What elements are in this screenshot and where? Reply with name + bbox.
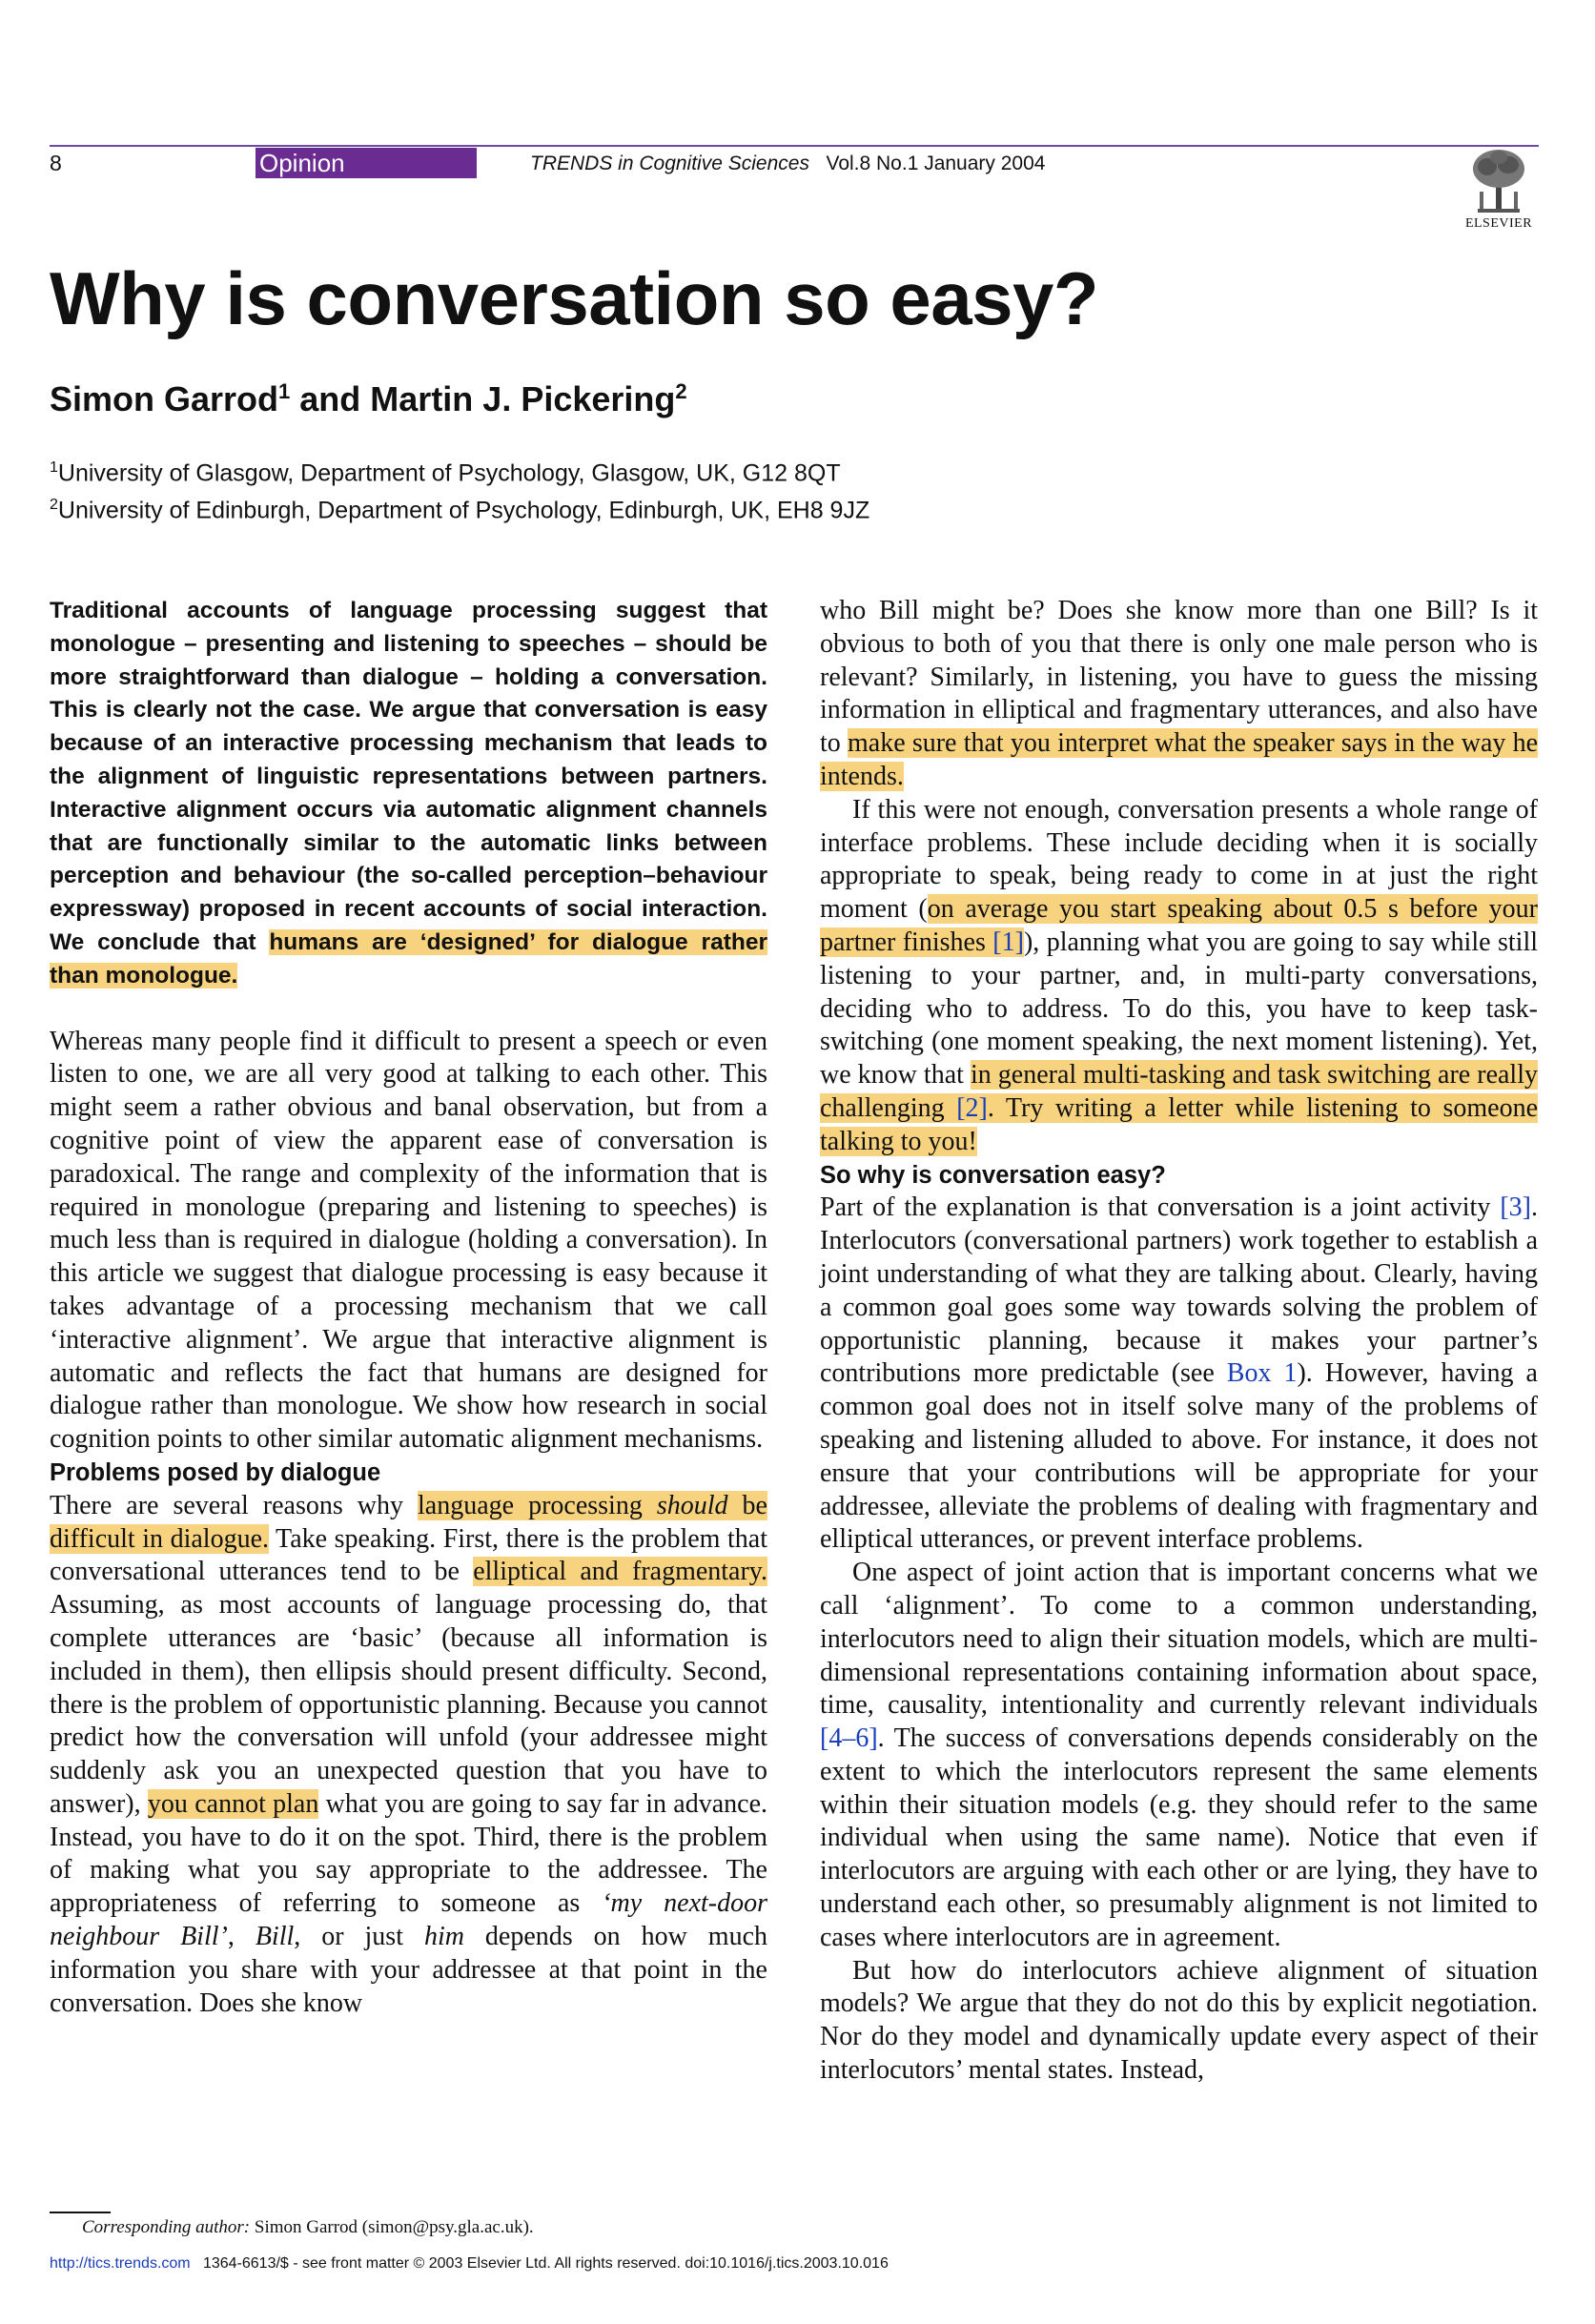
- abstract: Traditional accounts of language processing suggest that monologue – presenting and listening to speeches – should be more straightforward than dialogue – holding a conversation. This is clearly not the case. We argue that conversation is easy because of an interactive processing mechanism that leads to the alignment of linguistic representations between partners. Interactive alignment occurs via automatic alignment channels that are functionally similar to the automatic links between perception and behaviour (the so-called perception–behaviour expressway) proposed in recent accounts of social interaction. We conclude that humans are ‘designed’ for dialogue rather than monologue.: [50, 598, 767, 989]
- highlight: on average you start speaking about 0.5 s before your partner finishes [1]: [820, 894, 1538, 957]
- author-2: Martin J. Pickering: [370, 379, 676, 418]
- author-1: Simon Garrod: [50, 379, 279, 418]
- left-column: [50, 595, 767, 2020]
- citation-link[interactable]: [3]: [1500, 1193, 1531, 1223]
- problems-paragraph: There are several reasons why language processing should be difficult in dialogue. Take speaking. First, there is the problem that conversational utterances tend to be elliptical and fragmentary. Assuming, as most accounts of language processing do, that complete utterances are ‘basic’ (because all information is included in them), then ellipsis should present difficulty. Second, there is the problem of opportunistic planning. Because you cannot predict how the conversation will unfold (your addressee might suddenly ask you an unexpected question that you have to answer), you cannot plan what you are going to say far in advance. Instead, you have to do it on the spot. Third, there is the problem of making what you say appropriate to the addressee. The appropriateness of referring to someone as ‘my next-door neighbour Bill’, Bill, or just him depends on how much information you share with your addressee at that point in the conversation. Does she know: [50, 1490, 768, 2018]
- page-footer: [50, 2255, 889, 2273]
- highlight: elliptical and fragmentary.: [473, 1557, 767, 1587]
- right-column: [820, 595, 1538, 2088]
- header-rule: [50, 145, 1539, 147]
- logo-text: ELSEVIER: [1464, 216, 1533, 231]
- highlight: language processing should be difficult in dialogue.: [50, 1490, 767, 1554]
- footer-url-link[interactable]: http://tics.trends.com: [50, 2255, 191, 2272]
- why-easy-paragraph-2: One aspect of joint action that is important concerns what we call ‘alignment’. To come to a common understanding, interlocutors need to align their situation models, which are multi-dimensional representations containing information about space, time, causality, intentionality and currently relevant individuals [4–6]. The success of conversations depends considerably on the extent to which the interlocutors represent the same elements within their situation models (e.g. they should refer to the same individual when using the same name). Notice that even if interlocutors are arguing with each other or are lying, they have to understand each other, so presumably alignment is not limited to cases where interlocutors are in agreement.: [820, 1558, 1538, 1952]
- citation-link[interactable]: [2]: [956, 1092, 988, 1123]
- journal-issue: Vol.8 No.1 January 2004: [826, 153, 1046, 174]
- highlight: humans are ‘designed’ for dialogue rather than monologue.: [50, 928, 767, 989]
- section-tag: Opinion: [256, 148, 477, 178]
- elsevier-logo: [1459, 148, 1539, 239]
- footnote: Corresponding author: Simon Garrod (simon@psy.gla.ac.uk).: [82, 2217, 534, 2237]
- affiliations: [50, 452, 869, 527]
- tree-icon: [1470, 148, 1527, 214]
- box-link[interactable]: Box 1: [1226, 1358, 1298, 1389]
- citation-link[interactable]: [1]: [992, 927, 1024, 957]
- right-paragraph-2: If this were not enough, conversation presents a whole range of interface problems. These include deciding when it is socially appropriate to speak, being ready to come in at just the right moment (on average you start speaking about 0.5 s before your partner finishes [1]), planning what you are going to say while still listening to your partner, and, in multi-party conversations, deciding who to address. To do this, you have to keep task-switching (one moment speaking, the next moment listening). Yet, we know that in general multi-tasking and task switching are really challenging [2]. Try writing a letter while listening to someone talking to you!: [820, 794, 1539, 1156]
- citation-link[interactable]: [4–6]: [820, 1723, 878, 1754]
- why-easy-paragraph-1: Part of the explanation is that conversation is a joint activity [3]. Interlocutors (conversational partners) work together to establish a joint understanding of what they are talking about. Clearly, having a common goal goes some way towards solving the problem of opportunistic planning, because it makes your partner’s contributions more predictable (see Box 1). However, having a common goal does not in itself solve many of the problems of speaking and listening alluded to above. For instance, it does not ensure that your contributions will be appropriate for your addressee, alleviate the problems of dealing with fragmentary and elliptical utterances, or prevent interface problems.: [820, 1193, 1538, 1555]
- author-2-sup: 2: [675, 379, 687, 403]
- highlight: you cannot plan: [147, 1788, 319, 1819]
- author-1-sup: 1: [278, 379, 291, 403]
- why-easy-paragraph-3: But how do interlocutors achieve alignment of situation models? We argue that they do not do this by explicit negotiation. Nor do they model and dynamically update every aspect of their interlocutors’ mental states. Instead,: [820, 1955, 1538, 2086]
- intro-paragraph: Whereas many people find it difficult to present a speech or even listen to one, we are all very good at talking to each other. This might seem a rather obvious and banal observation, but from a cognitive point of view the apparent ease of conversation is paradoxical. The range and complexity of the information that is required in monologue (preparing and listening to speeches) is much less than is required in dialogue (holding a conversation). In this article we suggest that dialogue processing is easy because it takes advantage of a processing mechanism that we call ‘interactive alignment’. We argue that interactive alignment is automatic and reflects the fact that humans are designed for dialogue rather than monologue. We show how research in social cognition points to other similar automatic alignment mechanisms.: [50, 1026, 767, 1455]
- journal-title: TRENDS in Cognitive Sciences: [530, 153, 809, 174]
- affiliation-2: $^2$University of Edinburgh, Department of Psychology, Edinburgh, UK, EH8 9JZ: [50, 497, 870, 524]
- authors: [50, 379, 687, 419]
- footer-text: 1364-6613/$ - see front matter © 2003 Elsevier Ltd. All rights reserved. doi:10.1016/j.tics.2003.10.016: [202, 2255, 889, 2272]
- author-join: and: [290, 379, 371, 418]
- section-heading-why-easy: So why is conversation easy?: [820, 1161, 1166, 1189]
- journal-info: [530, 153, 1045, 175]
- highlight: in general multi-tasking and task switching are really challenging [2]. Try writing a letter while listening to someone talking to you!: [820, 1060, 1538, 1156]
- footnote-rule: [50, 2212, 111, 2213]
- right-paragraph-1: who Bill might be? Does she know more than one Bill? Is it obvious to both of you that there is only one male person who is relevant? Similarly, in listening, you have to guess the missing information in elliptical and fragmentary utterances, and also have to make sure that you interpret what the speaker says in the way he intends.: [820, 596, 1538, 791]
- affiliation-1: $^1$University of Glasgow, Department of Psychology, Glasgow, UK, G12 8QT: [50, 459, 841, 487]
- page-number: 8: [50, 151, 62, 175]
- highlight: make sure that you interpret what the speaker says in the way he intends.: [820, 728, 1538, 791]
- article-title: Why is conversation so easy?: [50, 256, 1099, 340]
- section-heading-problems: Problems posed by dialogue: [50, 1458, 381, 1486]
